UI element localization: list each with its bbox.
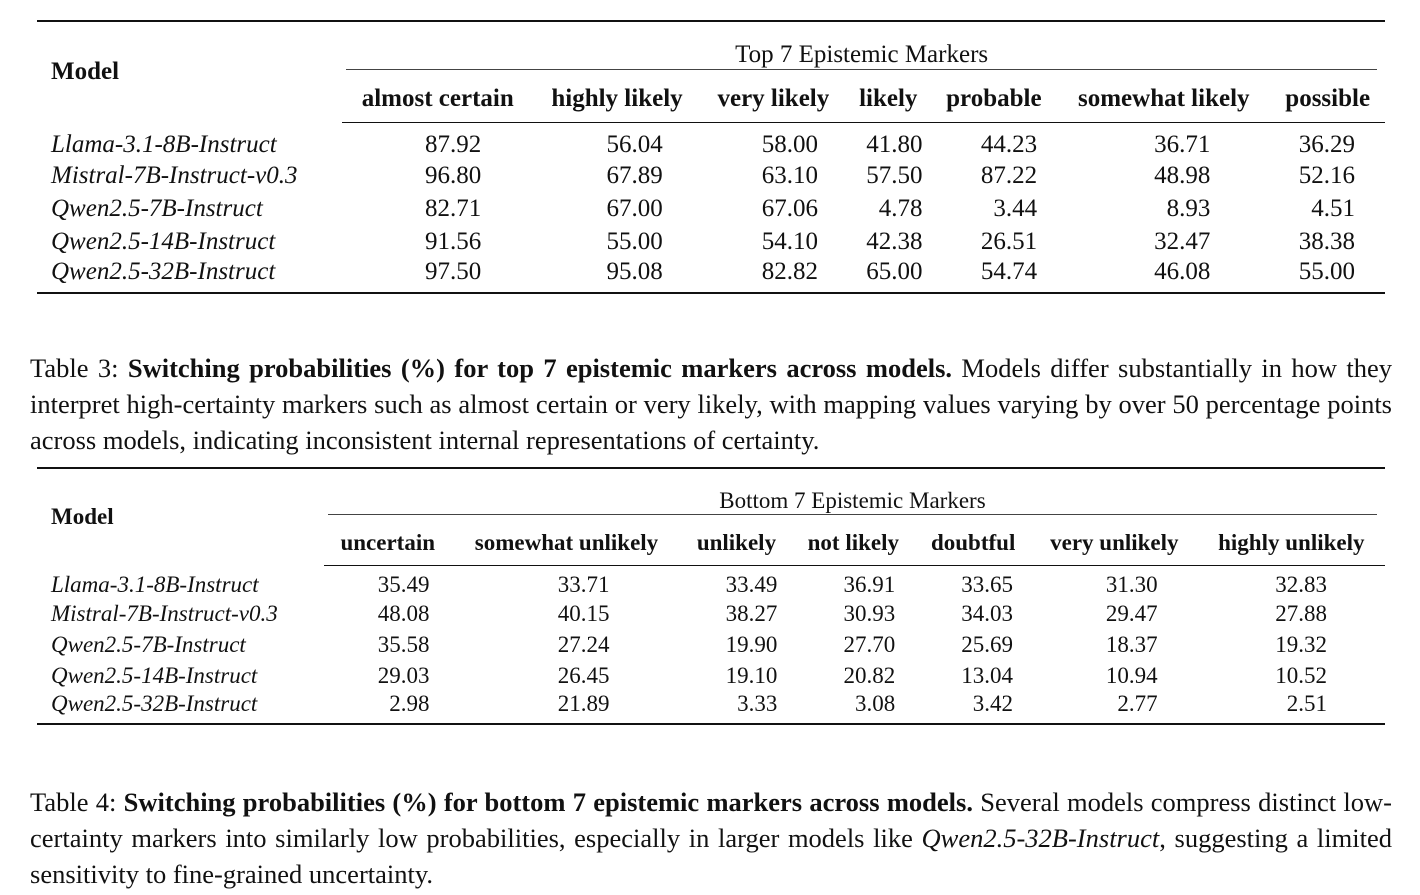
cell-value: 20.82 <box>843 662 896 688</box>
cell-value: 48.08 <box>377 600 430 626</box>
table-row <box>37 225 1385 258</box>
column-header: probable <box>931 76 1058 123</box>
cell-value: 36.91 <box>843 572 896 597</box>
cell-value: 3.44 <box>993 194 1038 222</box>
cell-value: 65.00 <box>866 258 923 285</box>
cell-value: 97.50 <box>425 258 482 285</box>
cell-value: 63.10 <box>761 161 818 189</box>
cell-value: 57.50 <box>866 161 923 189</box>
table-3-grid <box>37 20 1385 294</box>
cell-value: 33.71 <box>557 572 610 597</box>
cell-value: 33.49 <box>725 572 778 597</box>
cell-value: 91.56 <box>425 227 482 255</box>
cell-value: 42.38 <box>866 227 923 255</box>
table-4-grid <box>37 467 1385 725</box>
cell-value: 32.83 <box>1275 572 1327 597</box>
cell-value: 21.89 <box>557 691 610 716</box>
cell-value: 3.33 <box>737 691 778 716</box>
table-row <box>37 159 1385 192</box>
model-name: Mistral-7B-Instruct-v0.3 <box>51 600 278 626</box>
table-4-caption <box>30 784 1392 892</box>
caption-text: , suggesting a limited sensitivity to fine-grained uncertainty. <box>30 822 1392 889</box>
column-header: doubtful <box>915 521 1031 566</box>
cell-value: 27.70 <box>843 631 896 657</box>
column-header: highly likely <box>533 76 700 123</box>
cell-value: 19.32 <box>1275 631 1327 657</box>
cell-value: 46.08 <box>1154 258 1211 285</box>
model-name: Llama-3.1-8B-Instruct <box>51 571 259 597</box>
caption-bold-title: Switching probabilities (%) for top 7 epistemic markers across models. <box>127 352 953 383</box>
model-name: Qwen2.5-32B-Instruct <box>51 258 276 285</box>
cell-value: 41.80 <box>866 131 923 158</box>
model-name: Qwen2.5-32B-Instruct <box>51 691 258 716</box>
column-header: likely <box>846 76 931 123</box>
cell-value: 48.98 <box>1154 161 1211 189</box>
cell-value: 95.08 <box>606 258 663 285</box>
cell-value: 27.24 <box>557 631 610 657</box>
column-header: very likely <box>701 76 846 123</box>
cell-value: 10.94 <box>1105 662 1158 688</box>
cell-value: 87.22 <box>980 161 1038 189</box>
cell-value: 96.80 <box>425 161 482 189</box>
model-column-header: Model <box>51 58 120 86</box>
table-row <box>37 691 1385 724</box>
cell-value: 2.51 <box>1286 691 1327 716</box>
cell-value: 36.71 <box>1154 131 1211 158</box>
caption-bold-title: Switching probabilities (%) for bottom 7 epistemic markers across models. <box>123 786 973 817</box>
caption-label: Table 4: <box>30 786 124 817</box>
model-name: Mistral-7B-Instruct-v0.3 <box>51 161 298 189</box>
cell-value: 30.93 <box>843 600 896 626</box>
model-name: Llama-3.1-8B-Instruct <box>51 130 277 158</box>
cell-value: 55.00 <box>1298 258 1355 285</box>
caption-model-name: Qwen2.5-32B-Instruct <box>921 822 1160 853</box>
cell-value: 18.37 <box>1105 631 1158 657</box>
caption-text: Several models compress distinct low-certainty markers into similarly low probabilities, especially in larger models like <box>30 786 1392 853</box>
cell-value: 8.93 <box>1166 194 1211 222</box>
model-column-header: Model <box>51 504 114 530</box>
group-header <box>324 468 1385 521</box>
cell-value: 4.78 <box>878 194 923 222</box>
group-header-label: Top 7 Epistemic Markers <box>346 41 1377 70</box>
cell-value: 82.82 <box>761 258 818 285</box>
cell-value: 25.69 <box>961 631 1014 657</box>
cell-value: 2.77 <box>1117 691 1158 716</box>
table-3-caption <box>30 350 1392 458</box>
cell-value: 26.45 <box>557 662 610 688</box>
table-row <box>37 660 1385 691</box>
cell-value: 58.00 <box>761 131 818 158</box>
cell-value: 4.51 <box>1311 194 1355 222</box>
cell-value: 10.52 <box>1275 662 1327 688</box>
cell-value: 67.89 <box>606 161 663 189</box>
cell-value: 55.00 <box>606 227 663 255</box>
cell-value: 67.06 <box>761 194 818 222</box>
cell-value: 19.10 <box>725 662 778 688</box>
cell-value: 3.42 <box>972 691 1014 716</box>
cell-value: 54.10 <box>761 227 818 255</box>
cell-value: 40.15 <box>557 600 610 626</box>
table-row <box>37 629 1385 660</box>
cell-value: 67.00 <box>606 194 663 222</box>
cell-value: 32.47 <box>1154 227 1211 255</box>
group-header <box>342 21 1385 76</box>
cell-value: 33.65 <box>961 572 1014 597</box>
cell-value: 56.04 <box>606 131 663 158</box>
cell-value: 27.88 <box>1275 600 1327 626</box>
cell-value: 29.47 <box>1105 600 1158 626</box>
caption-text: Models differ substantially in how they interpret high-certainty markers such as almost certain or very likely, with mapping values varying by over 50 percentage points across models, indicating inconsistent internal representations of certainty. <box>30 352 1392 455</box>
cell-value: 35.58 <box>377 631 430 657</box>
cell-value: 26.51 <box>980 227 1038 255</box>
cell-value: 2.98 <box>389 691 430 716</box>
column-header: very unlikely <box>1031 521 1198 566</box>
table-row <box>37 598 1385 629</box>
cell-value: 87.92 <box>425 131 482 158</box>
model-name: Qwen2.5-14B-Instruct <box>51 662 258 688</box>
table-row <box>37 566 1385 599</box>
caption-label: Table 3: <box>30 352 128 383</box>
column-header: somewhat likely <box>1057 76 1270 123</box>
column-header: not likely <box>791 521 915 566</box>
column-header: unlikely <box>682 521 792 566</box>
table-3 <box>37 20 1385 294</box>
cell-value: 3.08 <box>855 691 896 716</box>
table-row <box>37 192 1385 225</box>
column-header: uncertain <box>324 521 452 566</box>
cell-value: 38.38 <box>1298 227 1355 255</box>
cell-value: 82.71 <box>425 194 482 222</box>
column-header: possible <box>1270 76 1385 123</box>
model-name: Qwen2.5-14B-Instruct <box>51 227 276 255</box>
cell-value: 13.04 <box>961 662 1014 688</box>
cell-value: 38.27 <box>725 600 778 626</box>
cell-value: 19.90 <box>725 631 778 657</box>
column-header: highly unlikely <box>1198 521 1385 566</box>
column-header: somewhat unlikely <box>452 521 682 566</box>
model-name: Qwen2.5-7B-Instruct <box>51 194 263 222</box>
cell-value: 31.30 <box>1105 572 1158 597</box>
table-row <box>37 123 1385 160</box>
table-row <box>37 258 1385 293</box>
model-name: Qwen2.5-7B-Instruct <box>51 631 246 657</box>
cell-value: 52.16 <box>1298 161 1355 189</box>
cell-value: 36.29 <box>1298 131 1355 158</box>
cell-value: 34.03 <box>961 600 1014 626</box>
cell-value: 44.23 <box>980 131 1038 158</box>
column-header: almost certain <box>342 76 533 123</box>
cell-value: 35.49 <box>377 572 430 597</box>
table-4 <box>37 467 1385 725</box>
cell-value: 29.03 <box>377 662 430 688</box>
group-header-label: Bottom 7 Epistemic Markers <box>328 488 1377 515</box>
cell-value: 54.74 <box>980 258 1038 285</box>
